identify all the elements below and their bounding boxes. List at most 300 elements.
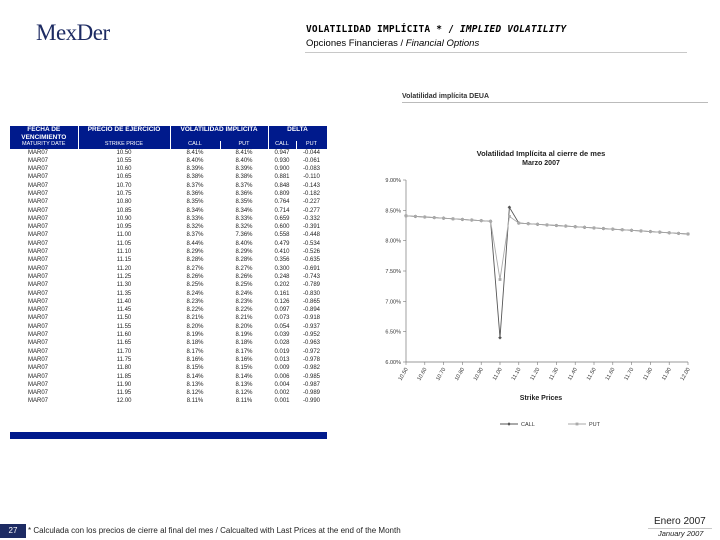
table-cell: -0.743 xyxy=(303,273,321,280)
table-cell: MAR07 xyxy=(28,390,49,397)
table-cell: MAR07 xyxy=(28,257,49,264)
table-row xyxy=(10,281,327,289)
legend-label: CALL xyxy=(521,422,535,428)
table-row xyxy=(10,348,327,356)
table-cell: 8.34% xyxy=(186,207,204,214)
data-point-put xyxy=(442,217,445,220)
table-cell: 11.10 xyxy=(116,249,132,256)
table-cell: 8.21% xyxy=(235,315,253,322)
table-cell: 10.80 xyxy=(116,199,132,206)
table-row xyxy=(10,314,327,322)
table-cell: 8.36% xyxy=(235,190,253,197)
table-row xyxy=(10,397,327,405)
x-tick-label: 11.10 xyxy=(510,367,523,382)
table-cell: -0.978 xyxy=(303,356,321,363)
table-cell: 10.85 xyxy=(116,207,132,214)
table-cell: 8.40% xyxy=(235,240,253,247)
table-cell: 0.097 xyxy=(274,307,290,314)
table-cell: 0.809 xyxy=(274,190,290,197)
table-cell: 8.35% xyxy=(235,199,253,206)
chart-panel-title: Volatilidad implícita DEUA xyxy=(402,93,489,100)
table-cell: 8.13% xyxy=(235,381,253,388)
date-en: January 2007 xyxy=(658,529,704,538)
table-cell: -0.691 xyxy=(303,265,321,272)
data-point-put xyxy=(423,216,426,219)
table-cell: 0.248 xyxy=(274,273,290,280)
table-cell: -0.989 xyxy=(303,390,321,397)
title-en: IMPLIED VOLATILITY xyxy=(459,24,567,35)
table-cell: 8.29% xyxy=(235,249,253,256)
table-cell: 0.009 xyxy=(274,365,290,372)
x-tick-label: 11.40 xyxy=(567,367,579,382)
table-cell: 0.006 xyxy=(274,373,290,380)
x-tick-label: 10.90 xyxy=(472,367,485,382)
table-cell: 8.14% xyxy=(235,373,253,380)
table-cell: 8.32% xyxy=(235,224,253,231)
table-cell: MAR07 xyxy=(28,157,49,164)
data-point-put xyxy=(555,224,558,227)
table-row xyxy=(10,331,327,339)
y-tick-label: 6.50% xyxy=(385,329,401,336)
table-cell: 8.13% xyxy=(186,381,204,388)
table-cell: -0.391 xyxy=(303,224,321,231)
table-cell: 8.12% xyxy=(186,390,204,397)
table-row xyxy=(10,306,327,314)
legend-marker-put xyxy=(576,423,579,426)
table-row xyxy=(10,364,327,372)
x-tick-label: 11.90 xyxy=(661,367,673,382)
x-tick-label: 10.80 xyxy=(454,367,467,382)
table-cell: -0.061 xyxy=(303,157,321,164)
table-cell: 11.45 xyxy=(116,307,132,314)
date-es: Enero 2007 xyxy=(654,516,706,527)
table-cell: 8.38% xyxy=(235,174,253,181)
x-tick-label: 12.00 xyxy=(679,367,692,382)
table-cell: 10.55 xyxy=(116,157,132,164)
table-cell: 11.50 xyxy=(116,315,132,322)
table-cell: 8.22% xyxy=(186,307,204,314)
table-cell: 11.05 xyxy=(116,240,132,247)
table-cell: MAR07 xyxy=(28,207,49,214)
table-row xyxy=(10,290,327,298)
data-point-put xyxy=(611,228,614,231)
volatility-table xyxy=(10,126,327,439)
table-cell: MAR07 xyxy=(28,290,49,297)
table-cell: -0.865 xyxy=(303,298,321,305)
table-cell: -0.044 xyxy=(303,149,321,156)
table-cell: MAR07 xyxy=(28,348,49,355)
footnote: * Calculada con los precios de cierre al final del mes / Calcualted with Last Prices at the end of the Month xyxy=(28,526,401,535)
table-cell: 8.20% xyxy=(235,323,253,330)
table-cell: 10.65 xyxy=(116,174,132,181)
table-cell: 8.15% xyxy=(235,365,253,372)
table-cell: -0.534 xyxy=(303,240,321,247)
table-cell: MAR07 xyxy=(28,298,49,305)
table-cell: 0.073 xyxy=(274,315,290,322)
table-cell: 8.33% xyxy=(186,215,204,222)
table-cell: 0.300 xyxy=(274,265,290,272)
table-cell: 0.410 xyxy=(274,249,290,256)
header-delta: DELTA xyxy=(268,126,327,141)
data-point-put xyxy=(677,232,680,235)
table-cell: 11.15 xyxy=(116,257,132,264)
table-cell: 8.37% xyxy=(235,182,253,189)
y-tick-label: 6.00% xyxy=(385,360,401,366)
table-cell: 8.19% xyxy=(235,332,253,339)
y-tick-label: 7.00% xyxy=(385,299,401,306)
table-cell: 8.35% xyxy=(186,199,204,206)
title-es: VOLATILIDAD IMPLÍCITA * / xyxy=(306,24,460,35)
table-cell: 8.40% xyxy=(186,157,204,164)
table-row xyxy=(10,356,327,364)
table-cell: 8.39% xyxy=(186,166,204,173)
table-cell: 8.24% xyxy=(186,290,204,297)
table-cell: MAR07 xyxy=(28,199,49,206)
x-tick-label: 11.60 xyxy=(604,367,617,382)
table-row xyxy=(10,215,327,223)
table-cell: 8.18% xyxy=(186,340,204,347)
table-cell: 0.479 xyxy=(274,240,290,247)
table-cell: -0.227 xyxy=(303,199,321,206)
table-cell: 11.65 xyxy=(116,340,132,347)
table-cell: 0.764 xyxy=(274,199,290,206)
table-cell: 8.11% xyxy=(235,398,253,405)
table-cell: -0.937 xyxy=(303,323,321,330)
table-cell: 8.24% xyxy=(235,290,253,297)
table-cell: 8.25% xyxy=(235,282,253,289)
table-cell: 0.356 xyxy=(274,257,290,264)
x-axis-label: Strike Prices xyxy=(519,395,563,402)
data-point-put xyxy=(489,220,492,223)
table-cell: 0.001 xyxy=(274,398,290,405)
data-point-put xyxy=(461,218,464,221)
table-cell: MAR07 xyxy=(28,273,49,280)
table-cell: 8.14% xyxy=(186,373,204,380)
table-row xyxy=(10,389,327,397)
chart-panel-divider xyxy=(402,102,708,103)
table-cell: -0.789 xyxy=(303,282,321,289)
x-tick-label: 11.80 xyxy=(642,367,655,382)
chart-subtitle: Marzo 2007 xyxy=(522,160,560,167)
table-cell: 0.039 xyxy=(274,332,290,339)
table-row xyxy=(10,381,327,389)
table-row xyxy=(10,256,327,264)
table-cell: MAR07 xyxy=(28,182,49,189)
chart-title: Volatilidad Implícita al cierre de mes xyxy=(476,149,606,158)
table-cell: 8.41% xyxy=(235,149,253,156)
data-point-put xyxy=(574,225,577,228)
table-cell: 8.16% xyxy=(235,356,253,363)
table-row xyxy=(10,339,327,347)
table-cell: 8.27% xyxy=(186,265,204,272)
table-cell: 0.161 xyxy=(274,290,290,297)
table-cell: 10.75 xyxy=(116,190,132,197)
table-cell: 10.70 xyxy=(116,182,132,189)
table-cell: 8.21% xyxy=(186,315,204,322)
table-row xyxy=(10,198,327,206)
table-cell: -0.143 xyxy=(303,182,321,189)
table-cell: -0.182 xyxy=(303,190,321,197)
table-row xyxy=(10,298,327,306)
table-row xyxy=(10,190,327,198)
y-tick-label: 7.50% xyxy=(385,269,401,275)
table-cell: -0.894 xyxy=(303,307,321,314)
table-cell: 8.36% xyxy=(186,190,204,197)
table-row xyxy=(10,231,327,239)
y-tick-label: 8.50% xyxy=(385,208,401,215)
table-cell: 10.50 xyxy=(116,149,132,156)
y-tick-label: 9.00% xyxy=(385,178,401,184)
x-tick-label: 11.30 xyxy=(548,367,561,382)
table-cell: 0.900 xyxy=(274,166,290,173)
table-row xyxy=(10,157,327,165)
data-point-put xyxy=(470,219,473,222)
table-cell: 8.32% xyxy=(186,224,204,231)
table-cell: MAR07 xyxy=(28,381,49,388)
table-cell: -0.332 xyxy=(303,215,321,222)
table-cell: MAR07 xyxy=(28,323,49,330)
data-point-put xyxy=(527,222,530,225)
table-row xyxy=(10,265,327,273)
table-cell: 11.20 xyxy=(116,265,132,272)
header-maturity: FECHA DE VENCIMIENTO xyxy=(10,126,78,141)
table-cell: 0.002 xyxy=(274,390,290,397)
table-cell: 8.16% xyxy=(186,356,204,363)
table-cell: 11.35 xyxy=(116,290,132,297)
table-cell: MAR07 xyxy=(28,249,49,256)
data-point-put xyxy=(687,233,690,236)
header-vol: VOLATILIDAD IMPLICITA xyxy=(170,126,268,141)
table-row xyxy=(10,273,327,281)
table-cell: MAR07 xyxy=(28,356,49,363)
x-tick-label: 11.70 xyxy=(623,367,636,382)
table-cell: 8.34% xyxy=(235,207,253,214)
table-cell: -0.083 xyxy=(303,166,321,173)
table-cell: 0.930 xyxy=(274,157,290,164)
table-cell: 0.054 xyxy=(274,323,290,330)
data-point-put xyxy=(630,229,633,232)
table-cell: 8.39% xyxy=(235,166,253,173)
x-tick-label: 11.50 xyxy=(585,367,598,382)
table-cell: 11.40 xyxy=(116,298,132,305)
table-cell: 7.36% xyxy=(235,232,253,239)
x-tick-label: 11.00 xyxy=(491,367,504,382)
series-line-call xyxy=(406,207,688,337)
table-cell: 11.25 xyxy=(116,273,132,280)
data-point-put xyxy=(640,230,643,233)
header-strike-en: STRIKE PRICE xyxy=(78,141,170,149)
table-cell: 8.26% xyxy=(235,273,253,280)
table-cell: 8.18% xyxy=(235,340,253,347)
table-cell: 8.15% xyxy=(186,365,204,372)
table-cell: 0.848 xyxy=(274,182,290,189)
table-row xyxy=(10,207,327,215)
table-cell: 0.558 xyxy=(274,232,290,239)
table-cell: 0.028 xyxy=(274,340,290,347)
table-cell: MAR07 xyxy=(28,190,49,197)
mexder-logo xyxy=(36,20,108,52)
table-cell: MAR07 xyxy=(28,149,49,156)
table-cell: -0.448 xyxy=(303,232,321,239)
table-cell: 12.00 xyxy=(116,398,132,405)
table-cell: 0.600 xyxy=(274,224,290,231)
table-cell: 8.25% xyxy=(186,282,204,289)
table-cell: MAR07 xyxy=(28,224,49,231)
table-cell: 0.013 xyxy=(274,356,290,363)
table-bottom-bar xyxy=(10,432,327,439)
table-cell: 0.126 xyxy=(274,298,290,305)
table-row xyxy=(10,149,327,157)
table-cell: 8.44% xyxy=(186,240,204,247)
table-cell: 8.37% xyxy=(186,182,204,189)
table-cell: MAR07 xyxy=(28,174,49,181)
data-point-put xyxy=(452,217,455,220)
page-subtitle xyxy=(306,38,479,49)
data-point-put xyxy=(649,230,652,233)
header-delta-put: PUT xyxy=(296,141,327,149)
subtitle-es: Opciones Financieras / xyxy=(306,38,406,49)
table-cell: 11.30 xyxy=(116,282,132,289)
table-cell: 0.881 xyxy=(274,174,290,181)
table-cell: 8.28% xyxy=(186,257,204,264)
table-row xyxy=(10,165,327,173)
x-tick-label: 11.20 xyxy=(529,367,542,382)
table-cell: 8.29% xyxy=(186,249,204,256)
table-cell: MAR07 xyxy=(28,282,49,289)
table-cell: 8.37% xyxy=(186,232,204,239)
table-cell: 0.202 xyxy=(274,282,290,289)
table-cell: MAR07 xyxy=(28,398,49,405)
data-point-put xyxy=(621,228,624,231)
table-cell: 8.33% xyxy=(235,215,253,222)
data-point-put xyxy=(546,223,549,226)
table-cell: -0.635 xyxy=(303,257,321,264)
legend-label: PUT xyxy=(589,422,600,428)
table-cell: 8.41% xyxy=(186,149,204,156)
table-cell: MAR07 xyxy=(28,265,49,272)
table-cell: -0.277 xyxy=(303,207,321,214)
data-point-put xyxy=(658,231,661,234)
table-cell: -0.110 xyxy=(303,174,320,181)
table-cell: 0.947 xyxy=(274,149,290,156)
header-delta-call: CALL xyxy=(268,141,296,149)
data-point-put xyxy=(564,225,567,228)
table-cell: -0.830 xyxy=(303,290,321,297)
table-cell: 0.714 xyxy=(274,207,290,214)
volatility-chart xyxy=(378,140,712,440)
data-point-put xyxy=(414,215,417,218)
table-cell: 11.70 xyxy=(116,348,132,355)
table-cell: MAR07 xyxy=(28,307,49,314)
table-cell: -0.990 xyxy=(303,398,321,405)
table-row xyxy=(10,223,327,231)
table-cell: 8.27% xyxy=(235,265,253,272)
table-cell: 8.40% xyxy=(235,157,253,164)
table-cell: 11.95 xyxy=(116,390,132,397)
table-cell: 10.90 xyxy=(116,215,132,222)
subtitle-en: Financial Options xyxy=(405,38,480,49)
header-strike: PRECIO DE EJERCICIO xyxy=(78,126,170,141)
header-vol-call: CALL xyxy=(170,141,220,149)
table-row xyxy=(10,182,327,190)
x-tick-label: 10.70 xyxy=(435,367,448,382)
table-cell: 8.28% xyxy=(235,257,253,264)
table-cell: MAR07 xyxy=(28,215,49,222)
table-cell: MAR07 xyxy=(28,232,49,239)
table-cell: 10.95 xyxy=(116,224,132,231)
page-number: 27 xyxy=(0,524,26,538)
legend-marker-call xyxy=(507,422,511,426)
table-row xyxy=(10,173,327,181)
x-tick-label: 10.50 xyxy=(397,367,410,382)
table-cell: 11.00 xyxy=(116,232,132,239)
data-point-call xyxy=(498,336,502,340)
data-point-put xyxy=(433,216,436,219)
header-maturity-en: MATURITY DATE xyxy=(10,141,78,149)
y-tick-label: 8.00% xyxy=(385,238,401,245)
table-cell: 8.26% xyxy=(186,273,204,280)
table-row xyxy=(10,248,327,256)
table-row xyxy=(10,373,327,381)
data-point-put xyxy=(602,227,605,230)
table-cell: 8.20% xyxy=(186,323,204,330)
table-cell: 8.12% xyxy=(235,390,253,397)
table-cell: 11.55 xyxy=(116,323,132,330)
table-cell: 11.75 xyxy=(116,356,132,363)
data-point-put xyxy=(517,222,520,225)
table-cell: 11.60 xyxy=(116,332,132,339)
table-cell: 8.17% xyxy=(235,348,253,355)
data-point-put xyxy=(508,215,511,218)
table-cell: 8.23% xyxy=(235,298,253,305)
table-cell: -0.952 xyxy=(303,332,321,339)
table-cell: 10.60 xyxy=(116,166,132,173)
logo-text: MexDer xyxy=(36,20,110,45)
data-point-put xyxy=(536,223,539,226)
table-cell: MAR07 xyxy=(28,166,49,173)
table-cell: 11.85 xyxy=(116,373,132,380)
data-point-put xyxy=(668,231,671,234)
table-cell: 0.004 xyxy=(274,381,290,388)
header-vol-put: PUT xyxy=(220,141,268,149)
header-divider xyxy=(305,52,687,53)
table-cell: -0.963 xyxy=(303,340,321,347)
data-point-put xyxy=(405,214,408,217)
table-row xyxy=(10,323,327,331)
data-point-put xyxy=(583,226,586,229)
table-cell: -0.526 xyxy=(303,249,321,256)
table-cell: 8.22% xyxy=(235,307,253,314)
table-cell: 0.659 xyxy=(274,215,290,222)
table-cell: 8.19% xyxy=(186,332,204,339)
table-cell: 8.17% xyxy=(186,348,204,355)
table-cell: 0.019 xyxy=(274,348,290,355)
table-cell: MAR07 xyxy=(28,240,49,247)
table-cell: 8.38% xyxy=(186,174,204,181)
table-cell: MAR07 xyxy=(28,373,49,380)
table-cell: MAR07 xyxy=(28,332,49,339)
table-cell: -0.985 xyxy=(303,373,321,380)
table-cell: 11.80 xyxy=(116,365,132,372)
table-cell: -0.972 xyxy=(303,348,321,355)
table-cell: 8.23% xyxy=(186,298,204,305)
data-point-put xyxy=(499,278,502,281)
table-cell: MAR07 xyxy=(28,365,49,372)
data-point-put xyxy=(593,227,596,230)
table-cell: -0.982 xyxy=(303,365,321,372)
table-cell: -0.987 xyxy=(303,381,321,388)
table-cell: 11.90 xyxy=(116,381,132,388)
